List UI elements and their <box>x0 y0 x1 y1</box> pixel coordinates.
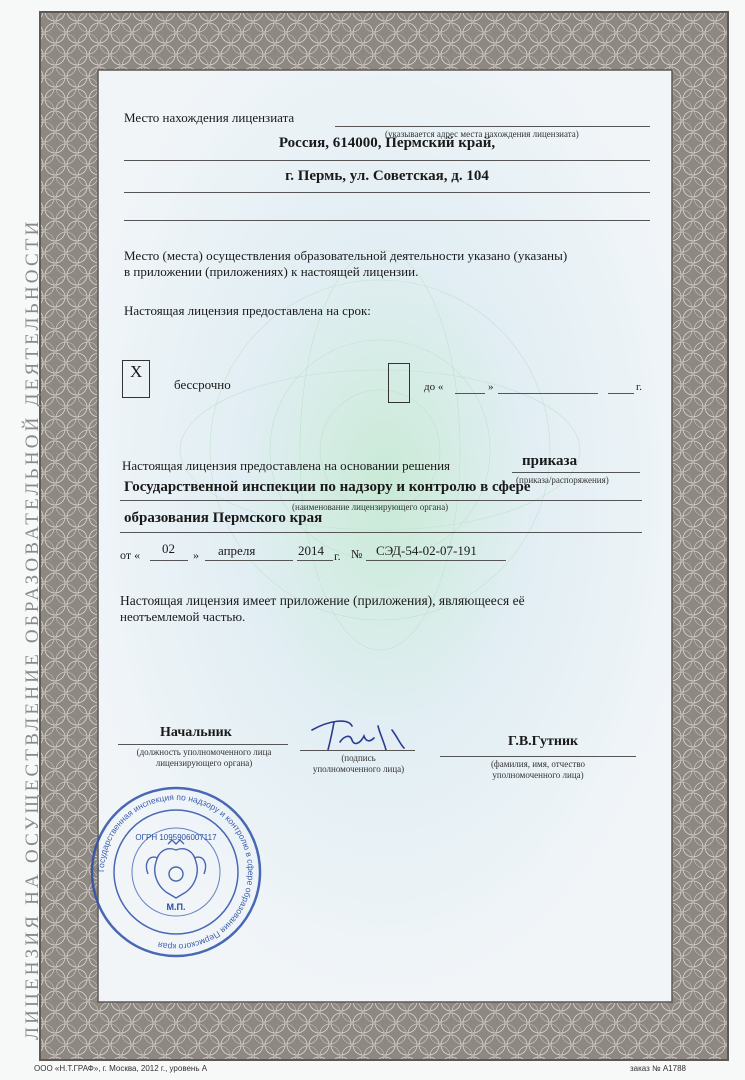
name-hint-1: (фамилия, имя, отчество <box>490 759 586 769</box>
term-label: Настоящая лицензия предоставлена на срок: <box>124 303 371 318</box>
until-year-suffix: г. <box>636 381 643 393</box>
date-day-line <box>150 560 188 561</box>
until-day-line <box>455 393 485 394</box>
official-seal-stamp <box>86 782 266 962</box>
until-checkbox <box>388 363 410 403</box>
until-quote-close: » <box>488 381 494 393</box>
authority-underline-1 <box>120 500 642 501</box>
position-hint-2: лицензирующего органа) <box>155 758 253 768</box>
stamp-mp: М.П. <box>166 902 186 912</box>
decision-type-hint: (приказа/распоряжения) <box>516 475 609 485</box>
coat-of-arms-icon <box>146 840 205 898</box>
signature-hint-1: (подпись <box>341 753 376 763</box>
authority-hint: (наименование лицензирующего органа) <box>292 502 449 512</box>
position-hint-1: (должность уполномоченного лица <box>136 747 272 757</box>
name-line <box>440 756 636 757</box>
address-underline-1 <box>124 160 650 161</box>
stamp-ogrn: ОГРН 1095906007117 <box>135 833 217 842</box>
location-line <box>335 126 650 127</box>
date-year: 2014 <box>298 543 324 558</box>
until-label: до « <box>424 381 444 393</box>
side-caption: ЛИЦЕНЗИЯ НА ОСУЩЕСТВЛЕНИЕ ОБРАЗОВАТЕЛЬНОЙ ДЕЯТЕЛЬНОСТИ <box>22 218 43 1040</box>
date-year-abbr: г. <box>334 549 341 563</box>
number-sign: № <box>351 547 363 561</box>
authority-underline-2 <box>120 532 642 533</box>
svg-text:Государственная инспекция по н <box>96 792 256 952</box>
signature-hint-2: уполномоченного лица) <box>312 764 405 774</box>
checkbox-mark: X <box>130 362 143 381</box>
date-year-line <box>297 560 333 561</box>
until-year-line <box>608 393 634 394</box>
footer-printer: ООО «Н.Т.ГРАФ», г. Москва, 2012 г., уровень А <box>34 1064 208 1073</box>
basis-label: Настоящая лицензия предоставлена на основании решения <box>122 458 451 473</box>
decision-number: СЭД-54-02-07-191 <box>376 543 477 558</box>
signer-name: Г.В.Гутник <box>508 734 579 749</box>
position-line <box>118 744 288 745</box>
places-text-1: Место (места) осуществления образовательной деятельности указано (указаны) <box>124 248 568 263</box>
date-prefix: от « <box>120 548 141 562</box>
address-underline-2 <box>124 192 650 193</box>
footer-order-number: заказ № А1788 <box>630 1064 686 1073</box>
authority-line-1: Государственной инспекции по надзору и контролю в сфере <box>124 479 531 495</box>
date-day: 02 <box>162 541 175 556</box>
location-hint: (указывается адрес места нахождения лицензиата) <box>385 129 579 139</box>
address-line-2: г. Пермь, ул. Советская, д. 104 <box>285 168 489 184</box>
decision-type: приказа <box>522 453 578 469</box>
appendix-text-2: неотъемлемой частью. <box>120 609 246 624</box>
authority-line-2: образования Пермского края <box>124 510 323 526</box>
address-line-1: Россия, 614000, Пермский край, <box>278 135 496 151</box>
name-hint-2: уполномоченного лица) <box>492 770 584 780</box>
until-month-line <box>498 393 598 394</box>
address-underline-3 <box>124 220 650 221</box>
date-month: апреля <box>218 543 256 558</box>
stamp-ring-text: Государственная инспекция по надзору и контролю в сфере образования Пермского края <box>95 791 257 953</box>
number-line <box>366 560 506 561</box>
places-text-2: в приложении (приложениях) к настоящей лицензии. <box>124 264 419 279</box>
date-month-line <box>205 560 293 561</box>
appendix-text-1: Настоящая лицензия имеет приложение (приложения), являющееся её <box>120 593 525 608</box>
indefinite-label: бессрочно <box>174 377 231 392</box>
decision-type-line <box>512 472 640 473</box>
signer-position: Начальник <box>160 725 232 740</box>
date-quote-close: » <box>193 548 199 562</box>
signature-line <box>300 750 415 751</box>
location-label: Место нахождения лицензиата <box>124 110 295 125</box>
